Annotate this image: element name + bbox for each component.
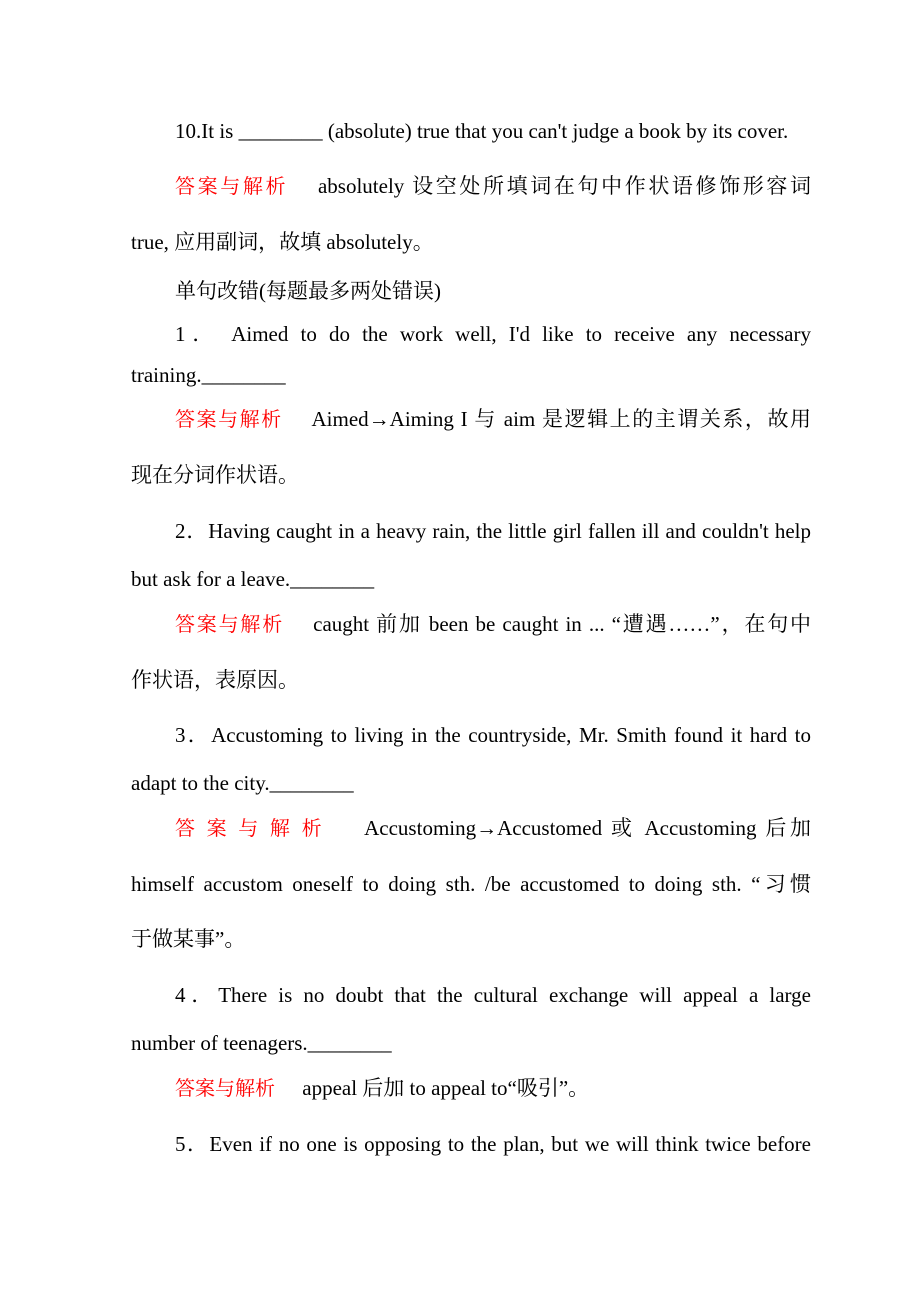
text-line — [131, 769, 354, 797]
text-line — [131, 461, 299, 489]
text-line — [175, 517, 811, 545]
text-line — [175, 981, 811, 1009]
text-line — [131, 925, 245, 953]
line-text: training.________ — [131, 363, 286, 387]
answer-label: 答案与解析 — [175, 407, 283, 431]
line-text: 5．Even if no one is opposing to the plan, but we will think twice before — [175, 1132, 811, 1156]
answer-line — [175, 814, 811, 842]
line-text: absolutely 设空处所填词在句中作状语修饰形容词 — [317, 174, 811, 198]
line-text: but ask for a leave.________ — [131, 567, 375, 591]
line-text: himself accustom oneself to doing sth. /be accustomed to doing sth. “习惯 — [131, 872, 811, 896]
line-text: 于做某事”。 — [131, 927, 246, 951]
line-text: 单句改错(每题最多两处错误) — [175, 279, 441, 303]
line-text: 2．Having caught in a heavy rain, the little girl fallen ill and couldn't help — [175, 519, 811, 543]
line-text: 1． Aimed to do the work well, I'd like to receive any necessary — [175, 322, 811, 346]
line-text: Aimed→Aiming I 与 aim 是逻辑上的主谓关系，故用 — [311, 407, 811, 431]
line-text: number of teenagers.________ — [131, 1031, 392, 1055]
answer-line — [175, 1074, 589, 1102]
text-line — [131, 870, 811, 898]
line-text: 4．There is no doubt that the cultural exchange will appeal a large — [175, 983, 811, 1007]
answer-line — [175, 172, 811, 200]
answer-label: 答案与解析 — [175, 816, 334, 840]
line-text: appeal 后加 to appeal to“吸引”。 — [302, 1076, 590, 1100]
text-line — [131, 1029, 392, 1057]
text-line — [131, 228, 434, 256]
answer-line — [175, 610, 811, 638]
text-line — [175, 277, 441, 305]
text-line — [175, 1130, 811, 1158]
line-text: 作状语，表原因。 — [131, 668, 299, 692]
answer-line — [175, 405, 811, 433]
text-line — [131, 666, 299, 694]
line-text: true, 应用副词，故填 absolutely。 — [131, 230, 434, 254]
text-line — [131, 565, 374, 593]
text-line — [131, 361, 286, 389]
line-text: adapt to the city.________ — [131, 771, 354, 795]
line-text: 10.It is ________ (absolute) true that you can't judge a book by its cover. — [175, 119, 789, 143]
answer-label: 答案与解析 — [175, 1076, 275, 1100]
line-text: 现在分词作状语。 — [131, 463, 299, 487]
text-line — [175, 721, 811, 749]
line-text: caught 前加 been be caught in ... “遭遇……”，在句中 — [313, 612, 811, 636]
answer-label: 答案与解析 — [175, 174, 289, 198]
text-line — [175, 117, 788, 145]
answer-label: 答案与解析 — [175, 612, 285, 636]
text-line — [175, 320, 811, 348]
line-text: 3．Accustoming to living in the countryside, Mr. Smith found it hard to — [175, 723, 811, 747]
line-text: Accustoming→Accustomed 或 Accustoming 后加 — [364, 816, 811, 840]
